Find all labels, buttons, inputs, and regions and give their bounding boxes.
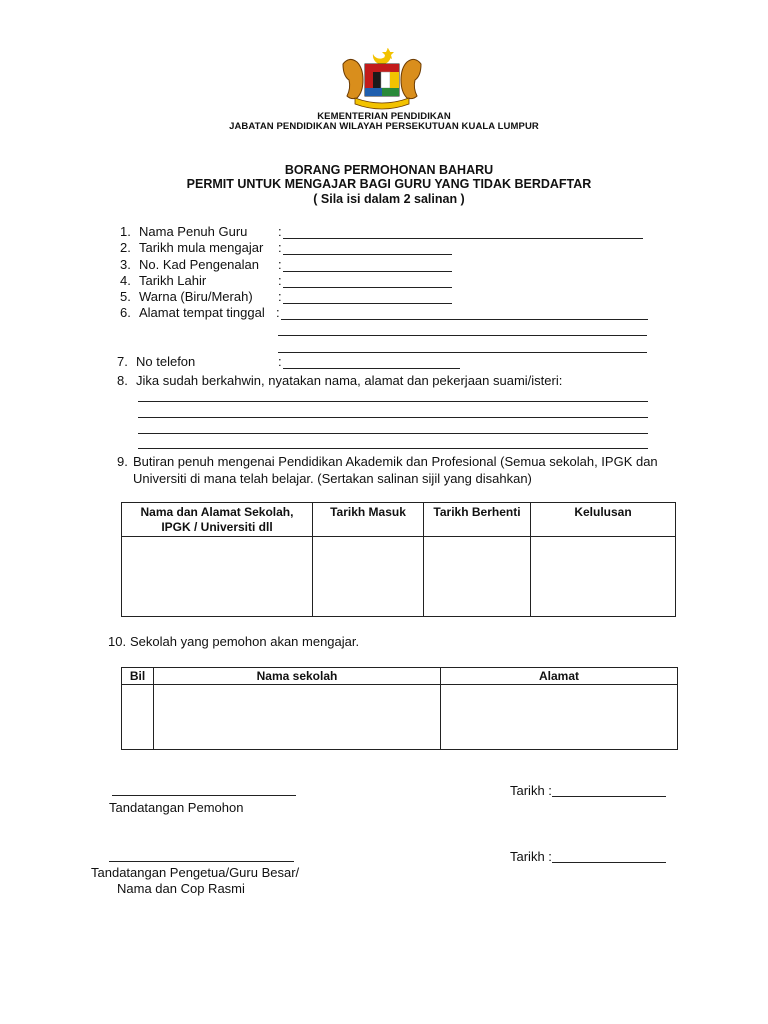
- entry-date-cell[interactable]: [313, 537, 424, 617]
- address-input-line[interactable]: [278, 352, 647, 353]
- coat-of-arms-logo: [333, 44, 431, 110]
- birth-date-input-line[interactable]: [283, 287, 452, 288]
- field-number: 5.: [120, 289, 131, 304]
- table-header-row: [122, 503, 676, 537]
- field-label-start-date: Tarikh mula mengajar: [139, 240, 264, 255]
- form-instruction: ( Sila isi dalam 2 salinan ): [313, 192, 465, 206]
- spouse-input-line[interactable]: [138, 417, 648, 418]
- column-header-school: Nama dan Alamat Sekolah, IPGK / Universiti dll: [122, 503, 313, 537]
- applicant-signature-label: Tandatangan Pemohon: [109, 800, 244, 815]
- field-label-ic-number: No. Kad Pengenalan: [139, 257, 259, 272]
- spouse-input-line[interactable]: [138, 401, 648, 402]
- field-colon: :: [278, 354, 282, 369]
- principal-name-stamp-label: Nama dan Cop Rasmi: [117, 881, 245, 896]
- school-table: [121, 667, 678, 750]
- form-title: BORANG PERMOHONAN BAHARU: [284, 163, 494, 177]
- start-date-input-line[interactable]: [283, 254, 452, 255]
- form-subtitle: PERMIT UNTUK MENGAJAR BAGI GURU YANG TIDAK BERDAFTAR: [186, 177, 592, 191]
- principal-date-line[interactable]: [552, 862, 666, 863]
- principal-signature-label: Tandatangan Pengetua/Guru Besar/: [91, 865, 300, 880]
- address-input-line[interactable]: [278, 335, 647, 336]
- column-header-address: Alamat: [441, 668, 678, 685]
- field-label-name: Nama Penuh Guru: [139, 224, 248, 239]
- address-input-line[interactable]: [281, 319, 648, 320]
- leave-date-cell[interactable]: [424, 537, 531, 617]
- field-number: 1.: [120, 224, 131, 239]
- date-label: Tarikh :: [510, 849, 552, 864]
- principal-signature-line[interactable]: [109, 861, 294, 862]
- qualification-cell[interactable]: [531, 537, 676, 617]
- column-header-qualification: Kelulusan: [531, 503, 676, 537]
- field-label-ic-colour: Warna (Biru/Merah): [139, 289, 253, 304]
- spouse-input-line[interactable]: [138, 433, 648, 434]
- field-label-birth-date: Tarikh Lahir: [139, 273, 207, 288]
- field-colon: :: [278, 273, 282, 288]
- table-row: [122, 685, 678, 750]
- school-name-cell[interactable]: [154, 685, 441, 750]
- field-colon: :: [278, 224, 282, 239]
- question-number: 10.: [108, 634, 127, 649]
- column-header-entry-date: Tarikh Masuk: [313, 503, 424, 537]
- column-header-bil: Bil: [122, 668, 154, 685]
- field-colon: :: [276, 305, 280, 320]
- name-input-line[interactable]: [283, 238, 643, 239]
- question-number: 8.: [117, 373, 128, 388]
- applicant-date-line[interactable]: [552, 796, 666, 797]
- bil-cell[interactable]: [122, 685, 154, 750]
- column-header-school-name: Nama sekolah: [154, 668, 441, 685]
- department-name: JABATAN PENDIDIKAN WILAYAH PERSEKUTUAN KUALA LUMPUR: [229, 121, 539, 132]
- field-label-phone: No telefon: [136, 354, 196, 369]
- education-question-cont: Universiti di mana telah belajar. (Sertakan salinan sijil yang disahkan): [133, 471, 532, 486]
- field-number: 3.: [120, 257, 131, 272]
- school-address-cell[interactable]: [441, 685, 678, 750]
- date-label: Tarikh :: [510, 783, 552, 798]
- spouse-question: Jika sudah berkahwin, nyatakan nama, alamat dan pekerjaan suami/isteri:: [136, 373, 563, 388]
- field-colon: :: [278, 257, 282, 272]
- field-colon: :: [278, 240, 282, 255]
- column-header-leave-date: Tarikh Berhenti: [424, 503, 531, 537]
- field-label-address: Alamat tempat tinggal: [139, 305, 265, 320]
- school-question: Sekolah yang pemohon akan mengajar.: [130, 634, 360, 649]
- spouse-input-line[interactable]: [138, 448, 648, 449]
- phone-input-line[interactable]: [283, 368, 460, 369]
- ministry-name: KEMENTERIAN PENDIDIKAN: [317, 111, 451, 122]
- education-table: [121, 502, 676, 617]
- question-number: 9.: [117, 454, 128, 469]
- education-question: Butiran penuh mengenai Pendidikan Akademik dan Profesional (Semua sekolah, IPGK dan: [133, 454, 658, 469]
- applicant-signature-line[interactable]: [112, 795, 296, 796]
- ic-number-input-line[interactable]: [283, 271, 452, 272]
- field-colon: :: [278, 289, 282, 304]
- table-header-row: [122, 668, 678, 685]
- school-cell[interactable]: [122, 537, 313, 617]
- table-row: [122, 537, 676, 617]
- field-number: 2.: [120, 240, 131, 255]
- field-number: 7.: [117, 354, 128, 369]
- field-number: 4.: [120, 273, 131, 288]
- ic-colour-input-line[interactable]: [283, 303, 452, 304]
- field-number: 6.: [120, 305, 131, 320]
